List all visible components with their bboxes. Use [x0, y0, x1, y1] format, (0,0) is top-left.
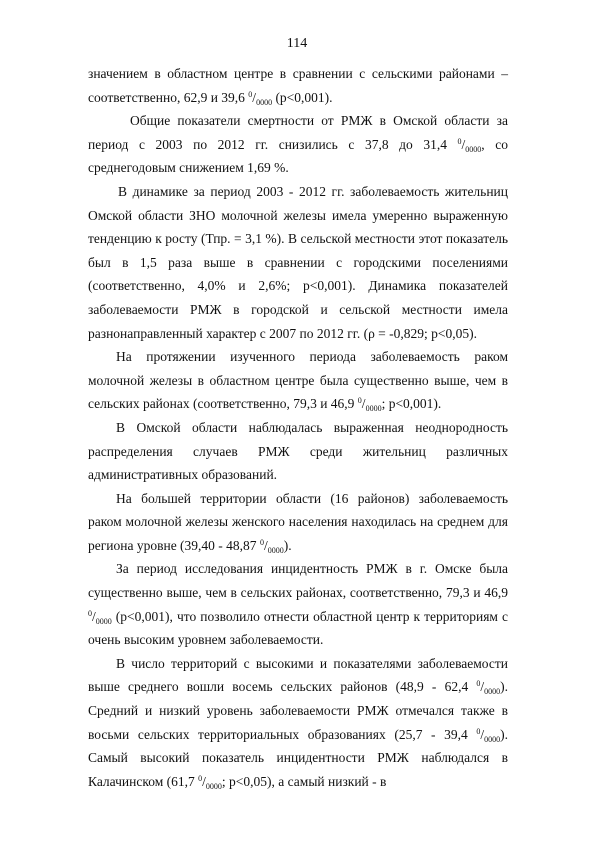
paragraph-text: ). Самый высокий показатель инцидентности РМЖ наблюдался в Калачинском (61,7	[88, 726, 508, 789]
page-number: 114	[286, 36, 308, 51]
per-100000-unit: $^0/_{0000}$	[457, 136, 482, 154]
paragraph-text: На большей территории области (16 районов) заболеваемость раком молочной железы женского населения находилась на среднем для региона уровне (39,40 - 48,87	[88, 490, 508, 553]
paragraph	[88, 109, 508, 180]
paragraph	[88, 652, 508, 794]
paragraph	[88, 487, 508, 558]
paragraph-text: ). Средний и низкий уровень заболеваемости РМЖ отмечался также в восьми сельских территориальных образованиях (25,7 - 39,4	[88, 679, 508, 742]
per-100000-unit: $^0/_{0000}$	[357, 396, 382, 414]
paragraph-text: ; p<0,05), а самый низкий - в	[221, 773, 387, 789]
paragraph-text: (p<0,001).	[272, 89, 333, 105]
per-100000-unit: $^0/_{0000}$	[259, 537, 284, 555]
paragraph-text: На протяжении изученного периода заболеваемость раком молочной железы в областном центре была существенно выше, чем в сельских районах (соответственно, 79,3 и 46,9	[88, 349, 508, 412]
paragraph-text: В число территорий с высокими и показателями заболеваемости выше среднего вошли восемь сельских районов (48,9 - 62,4	[88, 655, 508, 695]
document-body	[88, 62, 508, 793]
paragraph	[88, 416, 508, 487]
per-100000-unit: $^0/_{0000}$	[476, 679, 501, 697]
paragraph-text: , со среднегодовым снижением 1,69 %.	[88, 136, 508, 176]
paragraph	[88, 180, 508, 345]
paragraph-text: ; p<0,001).	[381, 396, 442, 412]
paragraph-text: В Омской области наблюдалась выраженная неоднородность распределения случаев РМЖ среди жительниц различных административных образований.	[88, 419, 508, 483]
paragraph-text: ).	[283, 537, 292, 553]
paragraph-text: В динамике за период 2003 - 2012 гг. заболеваемость жительниц Омской области ЗНО молочной железы имела умеренно выраженную тенденцию к росту (Тпр. = 3,1 %). В сельской местности этот показатель был в 1,5 раза выше в сравнении с городскими поселениями (соответственно, 4,0% и 2,6%; p<0,001). Динамика показателей заболеваемости РМЖ в городской и сельской местности имела разнонаправленный характер с 2007 по 2012 гг. (ρ = -0,829; p<0,05).	[88, 183, 508, 341]
paragraph-text: Общие показатели смертности от РМЖ в Омской области за период с 2003 по 2012 гг. снизились с 37,8 до 31,4	[88, 113, 508, 152]
per-100000-unit: $^0/_{0000}$	[248, 89, 273, 107]
paragraph	[88, 557, 508, 651]
paragraph-text: (p<0,001), что позволило отнести областной центр к территориям с очень высоким уровнем заболеваемости.	[88, 608, 508, 648]
per-100000-unit: $^0/_{0000}$	[88, 608, 112, 626]
per-100000-unit: $^0/_{0000}$	[198, 773, 222, 791]
paragraph	[88, 345, 508, 416]
paragraph-text: значением в областном центре в сравнении с сельскими районами – соответственно, 62,9 и 39,6	[88, 66, 508, 105]
paragraph	[88, 62, 508, 109]
per-100000-unit: $^0/_{0000}$	[476, 726, 501, 744]
paragraph-text: За период исследования инцидентность РМЖ в г. Омске была существенно выше, чем в сельских районах, соответственно, 79,3 и 46,9	[88, 561, 508, 601]
